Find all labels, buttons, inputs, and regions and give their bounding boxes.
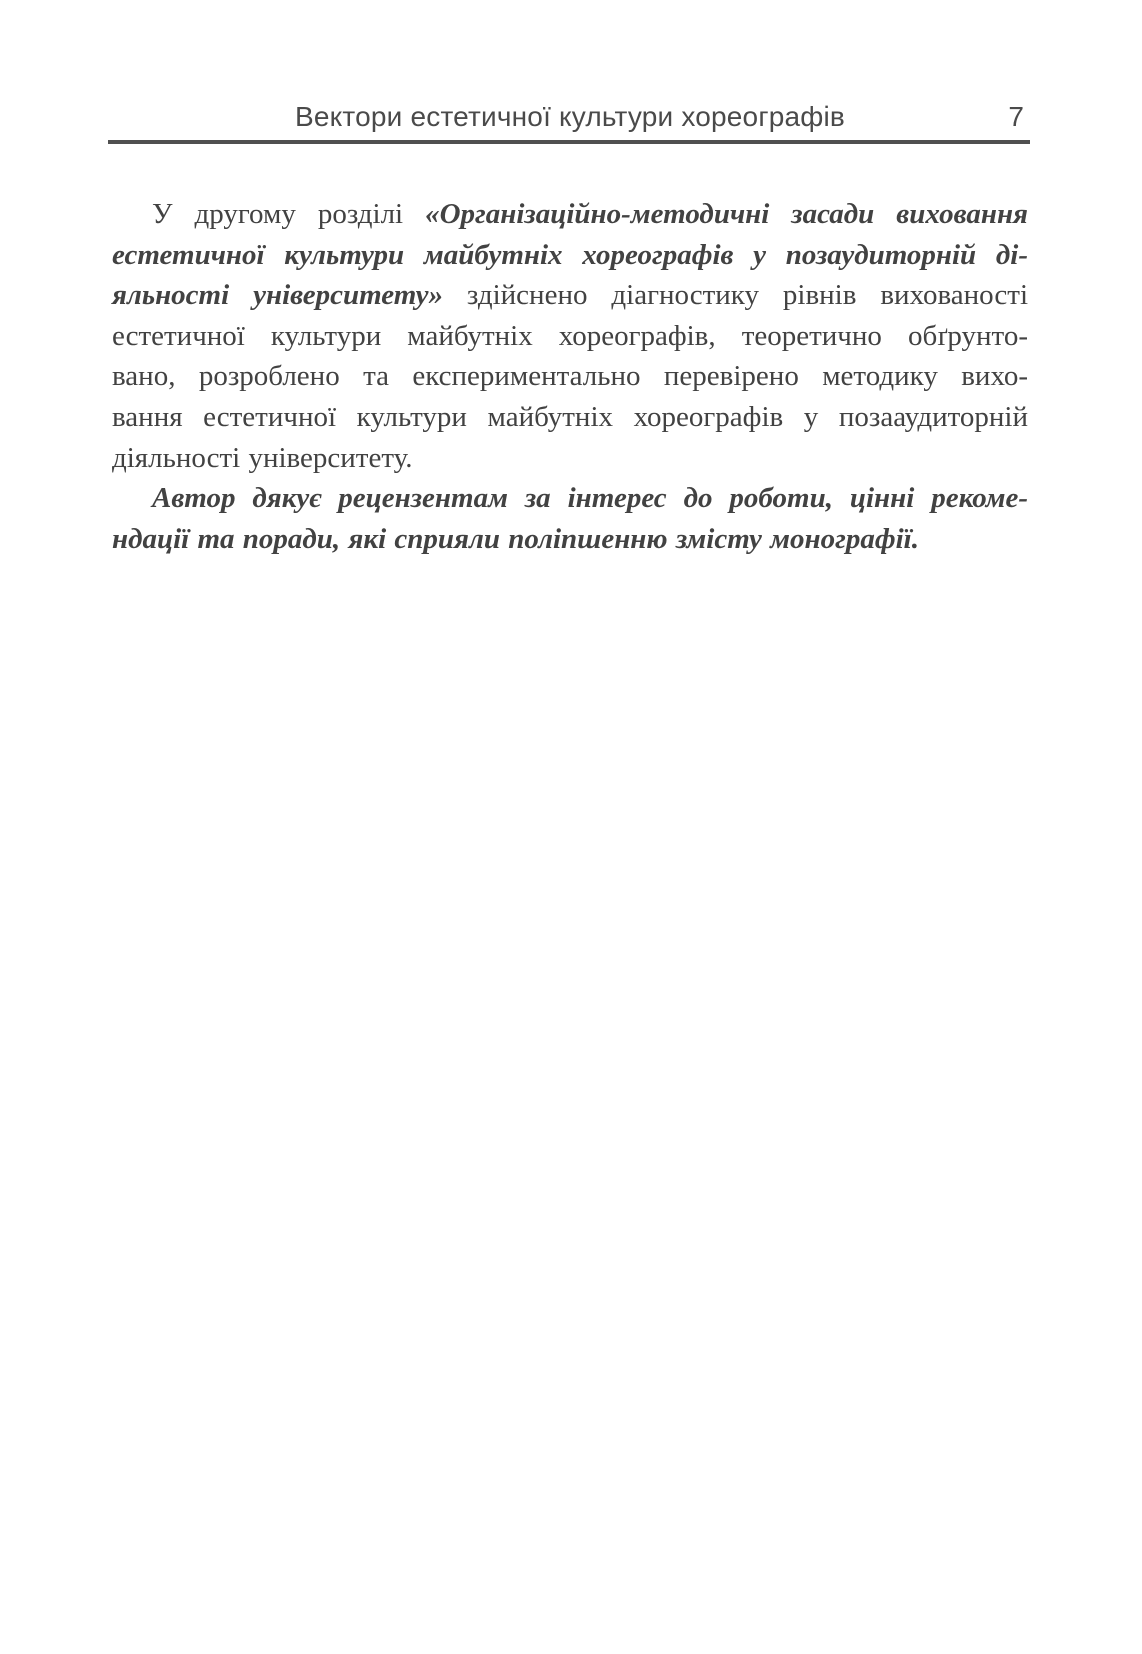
text-segment: естетичної культури майбутніх хореографів, теоретично обґрунто- [112,319,1028,352]
header-rule [108,140,1030,144]
text-segment: вано, розроблено та експериментально перевірено методику вихо- [112,360,1028,393]
text-segment: здійснено діагностику рівнів вихованості [442,279,1028,312]
text-segment: діяльності університету. [112,441,413,474]
text-segment: ндації та поради, які сприяли поліпшенню змісту монографії. [112,522,919,555]
page-number: 7 [1008,101,1024,132]
text-line [112,397,1028,438]
text-segment: «Організаційно-методичні засади виховання [425,198,1028,230]
text-line [112,438,1028,479]
text-segment: У другому розділі [152,198,426,230]
text-segment: естетичної культури майбутніх хореографів у позаудиторній ді- [112,238,1028,271]
text-segment: вання естетичної культури майбутніх хореографів у позааудиторній [112,400,1028,433]
text-line [112,316,1028,357]
text-line [112,275,1028,316]
text-line [112,356,1028,397]
text-line [112,478,1028,519]
text-line [112,194,1028,235]
body-text [112,194,1028,559]
text-segment: Автор дякує рецензентам за інтерес до роботи, цінні рекоме- [152,482,1028,515]
text-line [112,519,1028,560]
paragraph [112,478,1028,559]
paragraph [112,194,1028,478]
text-segment: яльності університету» [112,279,443,312]
text-line [112,235,1028,276]
running-header-title: Вектори естетичної культури хореографів [294,101,846,132]
running-header [112,98,1028,136]
